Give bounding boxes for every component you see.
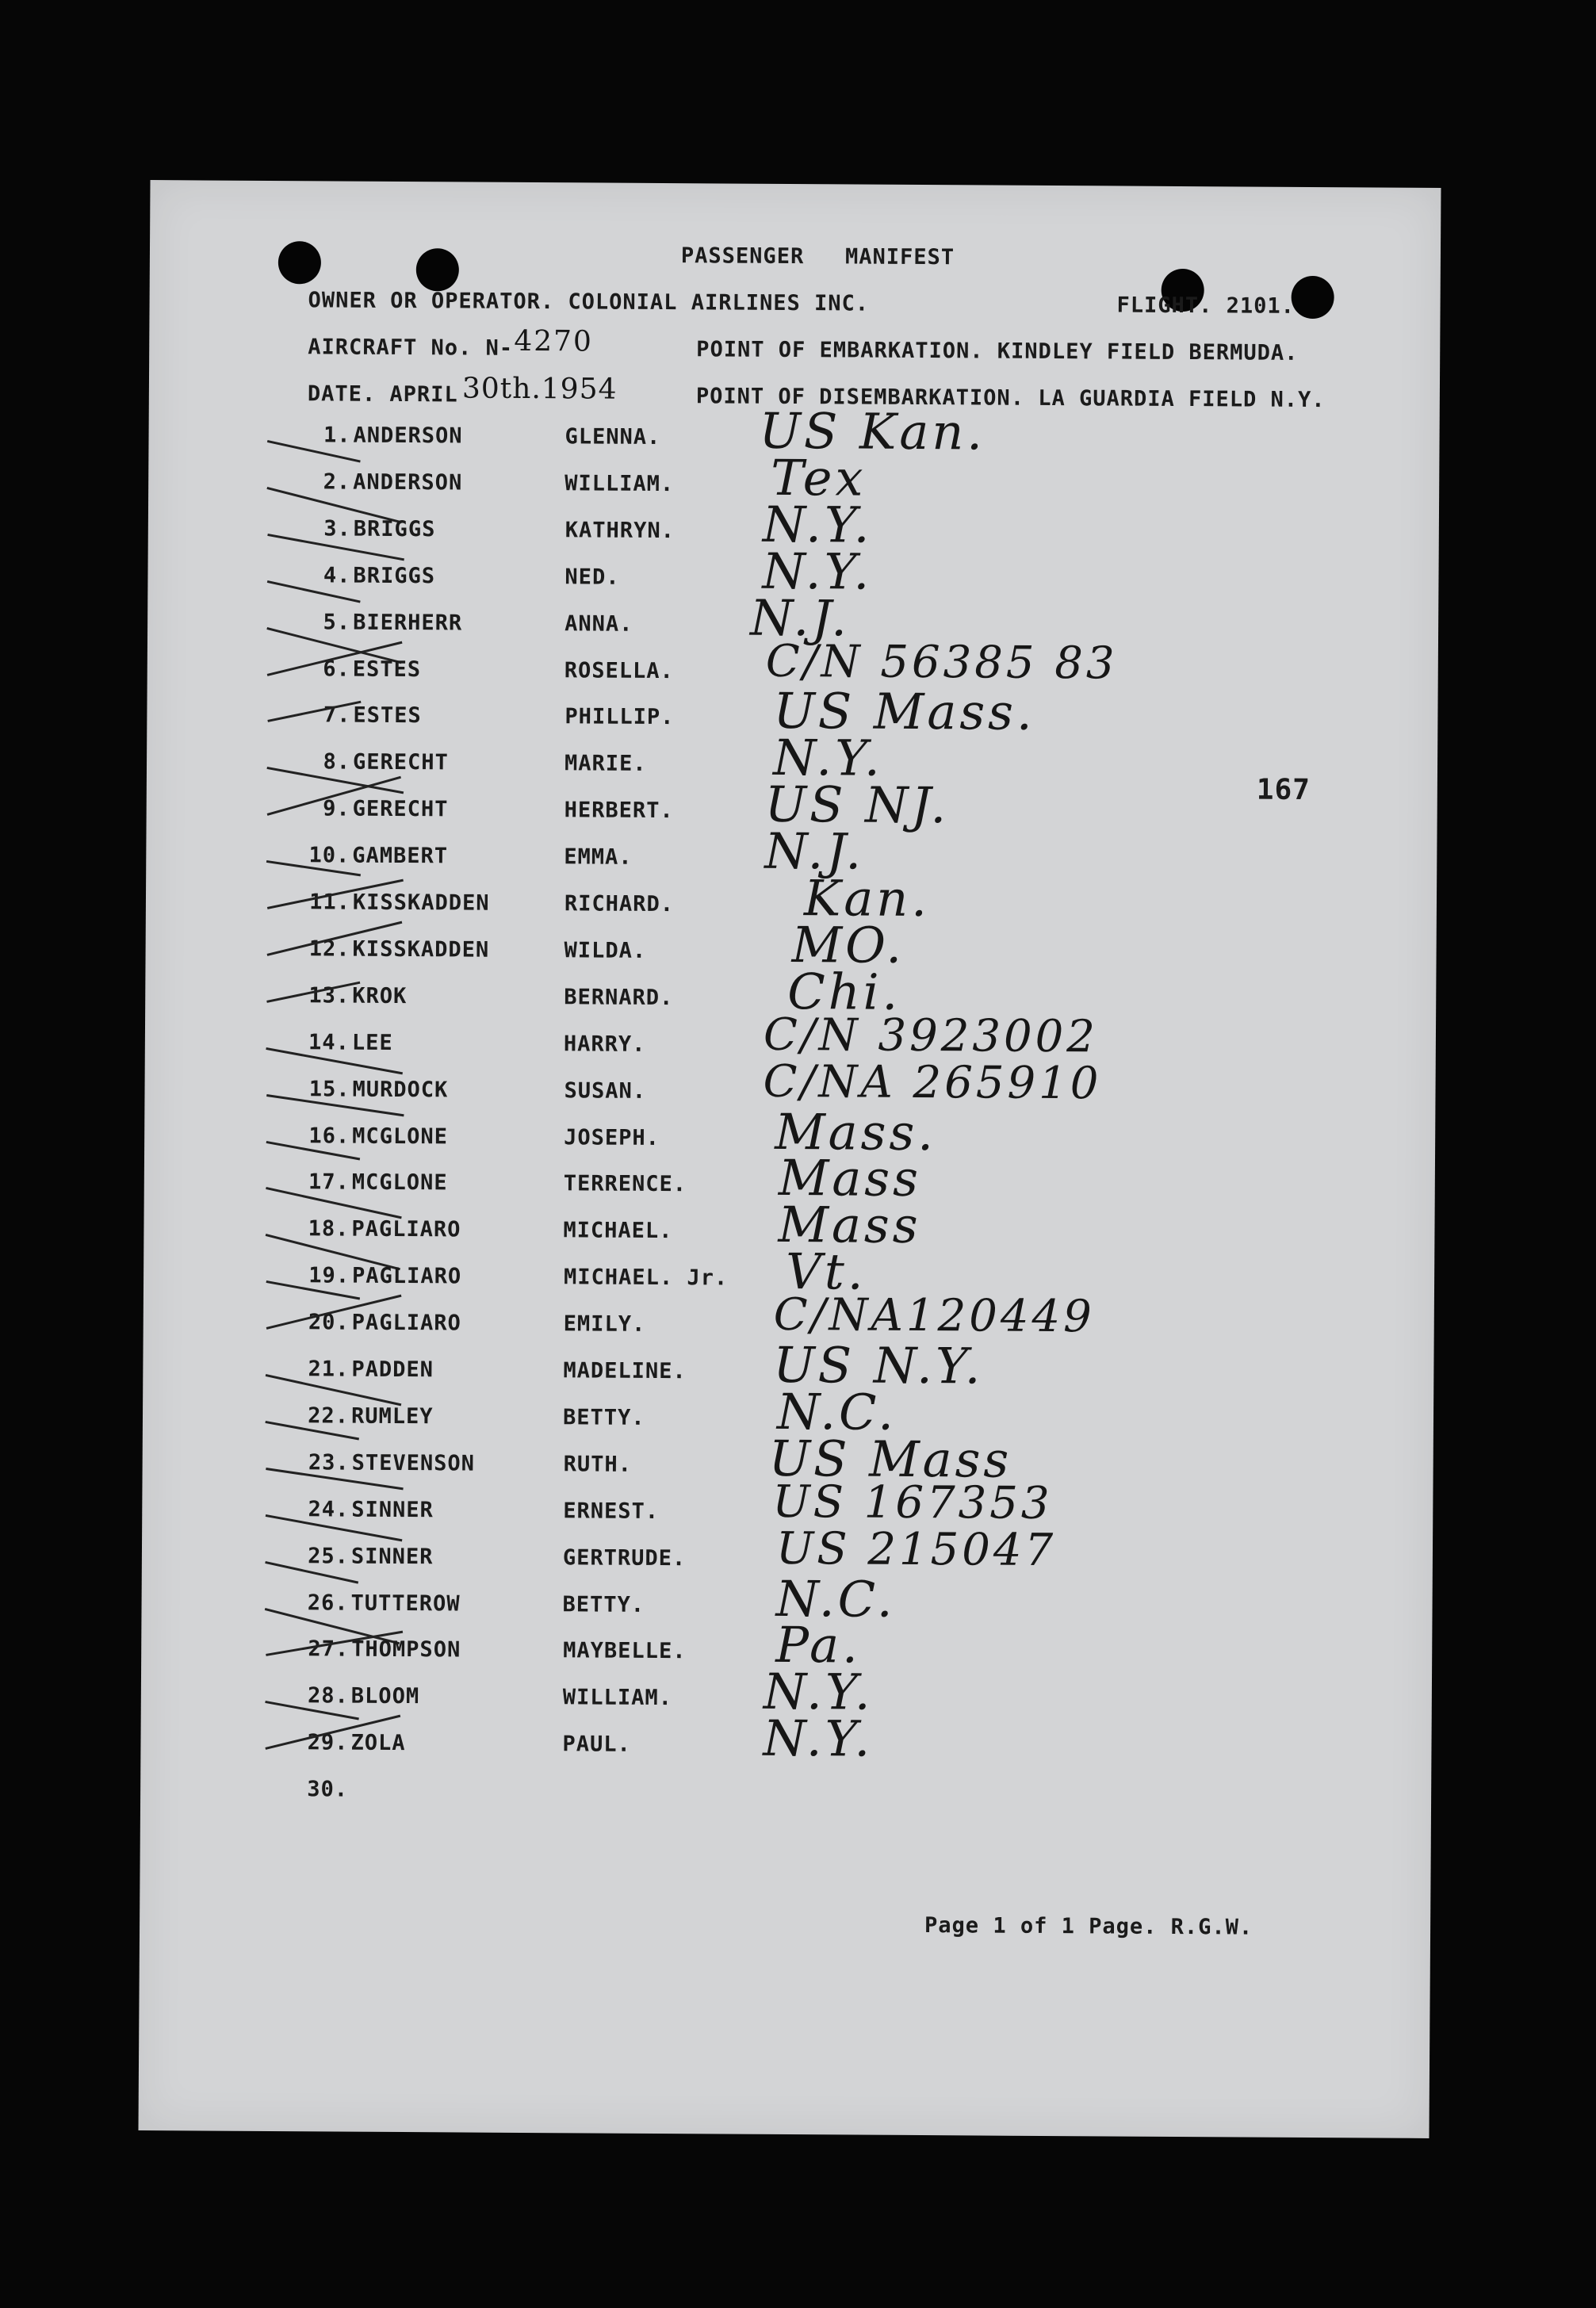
passenger-number: 15.	[308, 1076, 350, 1102]
passenger-given-name: ROSELLA.	[564, 657, 674, 683]
passenger-number: 11.	[309, 890, 351, 915]
disembarkation-point: POINT OF DISEMBARKATION. LA GUARDIA FIELD N.Y.	[695, 384, 1326, 413]
passenger-number: 24.	[308, 1496, 350, 1522]
passenger-given-name: NED.	[565, 564, 620, 590]
passenger-given-name: BERNARD.	[564, 985, 674, 1010]
passenger-given-name: GLENNA.	[565, 424, 661, 450]
passenger-surname: GAMBERT	[352, 843, 449, 869]
passenger-surname: BRIGGS	[353, 516, 436, 542]
passenger-given-name: KATHRYN.	[565, 518, 675, 543]
passenger-given-name: MADELINE.	[563, 1358, 687, 1384]
passenger-surname: ZOLA	[350, 1730, 406, 1756]
page-footer: Page 1 of 1 Page. R.G.W.	[924, 1913, 1253, 1940]
handwritten-note: N.Y.	[762, 542, 873, 601]
passenger-number: 17.	[308, 1169, 350, 1195]
passenger-surname: KROK	[352, 983, 408, 1009]
passenger-given-name: PAUL.	[562, 1732, 631, 1757]
passenger-number: 6.	[323, 656, 350, 682]
passenger-row	[146, 821, 1437, 896]
passenger-given-name: JOSEPH.	[564, 1124, 660, 1150]
passenger-surname: GERECHT	[352, 796, 449, 822]
passenger-surname: SINNER	[350, 1544, 434, 1569]
passenger-number: 19.	[308, 1263, 350, 1288]
passenger-surname: SINNER	[351, 1497, 434, 1522]
passenger-given-name: ANNA.	[565, 610, 633, 637]
handwritten-note: C/N 3923002	[763, 1009, 1099, 1063]
passenger-row	[140, 1709, 1431, 1783]
passenger-number: 23.	[308, 1450, 350, 1476]
passenger-given-name: MICHAEL.	[563, 1218, 673, 1244]
passenger-surname: GERECHT	[352, 749, 449, 775]
passenger-given-name: WILDA.	[564, 938, 647, 963]
passenger-surname: PAGLIARO	[351, 1216, 461, 1242]
handwritten-note: Chi.	[787, 962, 901, 1021]
aircraft-number: 4270	[514, 324, 594, 358]
handwritten-note: C/NA 265910	[763, 1055, 1102, 1109]
passenger-number: 29.	[307, 1730, 349, 1755]
passenger-number: 8.	[323, 749, 351, 775]
passenger-surname: MCGLONE	[352, 1123, 449, 1149]
handwritten-note: US NJ.	[764, 775, 950, 835]
passenger-number: 16.	[308, 1123, 350, 1149]
passenger-surname: BRIGGS	[353, 563, 436, 588]
handwritten-note: C/NA120449	[773, 1288, 1095, 1343]
handwritten-note: US 167353	[772, 1476, 1053, 1529]
passenger-surname: ESTES	[352, 656, 422, 682]
passenger-number: 26.	[307, 1590, 349, 1616]
handwritten-note: Vt.	[785, 1242, 867, 1301]
handwritten-note: N.J.	[764, 821, 865, 881]
passenger-number: 13.	[308, 983, 350, 1009]
passenger-number: 18.	[308, 1216, 350, 1242]
passenger-number: 12.	[308, 936, 350, 962]
passenger-number: 28.	[307, 1683, 349, 1709]
passenger-given-name: GERTRUDE.	[562, 1544, 687, 1571]
passenger-surname: BIERHERR	[353, 610, 463, 636]
passenger-number: 25.	[308, 1543, 350, 1569]
handwritten-note: US 215047	[775, 1522, 1057, 1576]
passenger-given-name: PHILLIP.	[565, 704, 675, 730]
date-label: DATE. APRIL	[307, 381, 458, 408]
passenger-given-name: HERBERT.	[564, 798, 674, 824]
passenger-surname: PADDEN	[351, 1357, 434, 1383]
punch-hole-left-2	[416, 248, 459, 291]
flight-number: FLIGHT. 2101.	[1116, 293, 1296, 319]
passenger-number: 21.	[308, 1357, 350, 1382]
manifest-title: PASSENGER MANIFEST	[680, 243, 955, 270]
passenger-surname: ANDERSON	[353, 423, 463, 449]
embarkation-point: POINT OF EMBARKATION. KINDLEY FIELD BERMUDA.	[696, 337, 1299, 366]
passenger-number: 2.	[323, 469, 351, 495]
handwritten-note: N.Y.	[763, 1709, 874, 1768]
passenger-surname: MURDOCK	[352, 1077, 449, 1102]
aircraft-label: AIRCRAFT No. N-	[308, 335, 514, 361]
passenger-surname: STEVENSON	[351, 1450, 476, 1476]
passenger-surname: PAGLIARO	[351, 1310, 461, 1336]
handwritten-note: N.Y.	[772, 729, 883, 788]
passenger-given-name: WILLIAM.	[565, 471, 675, 496]
handwritten-note: N.C.	[775, 1569, 896, 1629]
handwritten-note: N.Y.	[763, 1663, 874, 1721]
passenger-given-name: WILLIAM.	[562, 1685, 672, 1711]
passenger-given-name: RICHARD.	[564, 891, 675, 917]
passenger-given-name: MICHAEL. Jr.	[563, 1265, 729, 1291]
passenger-surname: KISSKADDEN	[352, 936, 490, 963]
passenger-number: 7.	[323, 702, 351, 728]
passenger-number: 30.	[307, 1777, 349, 1802]
passenger-given-name: SUSAN.	[564, 1077, 647, 1104]
handwritten-note: N.Y.	[762, 495, 873, 554]
handwritten-note: N.J.	[749, 588, 851, 648]
handwritten-note: MO.	[791, 915, 905, 974]
passenger-given-name: EMMA.	[564, 844, 633, 870]
passenger-number: 14.	[308, 1029, 350, 1055]
passenger-given-name: HARRY.	[563, 1031, 646, 1057]
passenger-surname: BLOOM	[350, 1683, 420, 1709]
handwritten-note: US Mass	[768, 1429, 1012, 1489]
passenger-number: 5.	[323, 609, 351, 635]
date-value: 30th.1954	[461, 372, 618, 406]
handwritten-note: US Kan.	[759, 401, 986, 461]
passenger-surname: PAGLIARO	[351, 1263, 462, 1289]
manifest-sheet	[139, 180, 1441, 2138]
passenger-number: 3.	[323, 516, 351, 542]
passenger-surname: RUMLEY	[350, 1403, 434, 1430]
handwritten-note: US Mass.	[773, 682, 1035, 742]
handwritten-note: Mass	[778, 1149, 922, 1208]
passenger-given-name: BETTY.	[562, 1591, 645, 1617]
passenger-number: 4.	[323, 563, 351, 588]
page-number: 167	[1256, 773, 1311, 807]
handwritten-note: Pa.	[775, 1616, 862, 1675]
passenger-given-name: MAYBELLE.	[563, 1638, 687, 1664]
passenger-surname: KISSKADDEN	[352, 890, 490, 916]
passenger-surname: MCGLONE	[351, 1170, 448, 1196]
passenger-given-name: MARIE.	[564, 751, 647, 777]
punch-hole-right-2	[1291, 276, 1334, 319]
handwritten-note: Mass	[778, 1196, 921, 1255]
passenger-number: 27.	[308, 1636, 350, 1663]
passenger-number: 20.	[308, 1310, 350, 1335]
passenger-given-name: BETTY.	[562, 1405, 645, 1430]
passenger-surname: ESTES	[353, 703, 422, 729]
punch-hole-left-1	[278, 241, 321, 284]
passenger-number: 22.	[308, 1403, 350, 1429]
handwritten-note: Mass.	[774, 1102, 937, 1162]
passenger-number: 9.	[323, 796, 350, 821]
handwritten-note: N.C.	[776, 1382, 898, 1441]
passenger-given-name: TERRENCE.	[563, 1171, 687, 1197]
owner-operator: OWNER OR OPERATOR. COLONIAL AIRLINES INC.	[308, 288, 870, 316]
handwritten-note: Kan.	[803, 869, 931, 928]
handwritten-note: Tex	[771, 448, 867, 507]
handwritten-note: C/N 56385 83	[765, 635, 1118, 690]
passenger-number: 1.	[323, 423, 351, 448]
passenger-row	[140, 1776, 1431, 1830]
passenger-number: 10.	[308, 843, 350, 868]
passenger-given-name: EMILY.	[563, 1311, 646, 1337]
passenger-surname: LEE	[351, 1030, 393, 1055]
passenger-given-name: ERNEST.	[563, 1498, 660, 1524]
passenger-surname: TUTTEROW	[350, 1590, 461, 1616]
passenger-surname: ANDERSON	[353, 469, 463, 496]
handwritten-note: US N.Y.	[773, 1335, 984, 1395]
passenger-given-name: RUTH.	[563, 1452, 633, 1477]
passenger-surname: THOMPSON	[351, 1637, 461, 1663]
